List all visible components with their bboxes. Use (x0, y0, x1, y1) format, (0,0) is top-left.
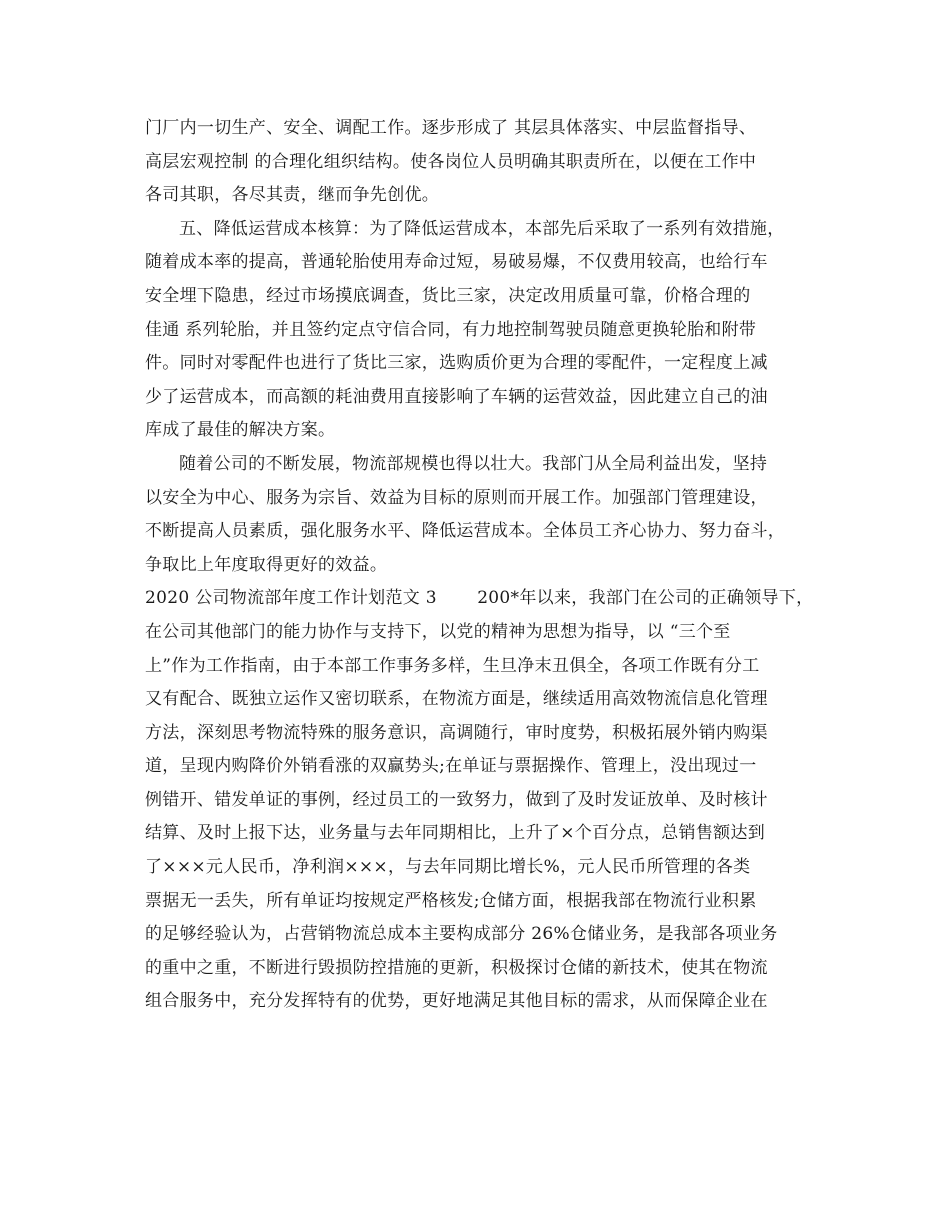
text-line: 的足够经验认为，占营销物流总成本主要构成部分 26%仓储业务，是我部各项业务 (145, 924, 778, 945)
text-line: 在公司其他部门的能力协作与支持下，以党的精神为思想为指导，以 “三个至 (145, 621, 731, 642)
text-line: 佳通 系列轮胎，并且签约定点守信合同，有力地控制驾驶员随意更换轮胎和附带 (145, 319, 757, 340)
text-line: 随着公司的不断发展，物流部规模也得以壮大。我部门从全局利益出发，坚持 (179, 453, 768, 474)
text-line: 少了运营成本，而高额的耗油费用直接影响了车辆的运营效益，因此建立自己的油 (145, 386, 768, 407)
text-line: 件。同时对零配件也进行了货比三家，选购质价更为合理的零配件，一定程度上减 (145, 353, 768, 374)
text-line: 五、降低运营成本核算：为了降低运营成本，本部先后采取了一系列有效措施， (179, 218, 785, 239)
text-line: 库成了最佳的解决方案。 (145, 420, 336, 441)
text-line: 随着成本率的提高，普通轮胎使用寿命过短，易破易爆，不仅费用较高，也给行车 (145, 252, 768, 273)
text-line: 结算、及时上报下达，业务量与去年同期相比，上升了×个百分点，总销售额达到 (145, 823, 766, 844)
text-line: 票据无一丢失，所有单证均按规定严格核发;仓储方面，根据我部在物流行业积累 (145, 890, 757, 911)
text-line: 2020 公司物流部年度工作计划范文 3 200*年以来，我部门在公司的正确领导下， (145, 588, 814, 609)
text-line: 的重中之重，不断进行毁损防控措施的更新，积极探讨仓储的新技术，使其在物流 (145, 957, 768, 978)
text-line: 不断提高人员素质，强化服务水平、降低运营成本。全体员工齐心协力、努力奋斗， (145, 521, 786, 542)
text-line: 上”作为工作指南，由于本部工作事务多样，生旦净末丑俱全，各项工作既有分工 (145, 655, 760, 676)
text-line: 又有配合、既独立运作又密切联系，在物流方面是，继续适用高效物流信息化管理 (145, 689, 768, 710)
text-line: 门厂内一切生产、安全、调配工作。逐步形成了 其层具体落实、中层监督指导、 (145, 118, 757, 138)
text-line: 方法，深刻思考物流特殊的服务意识，高调随行，审时度势，积极拓展外销内购渠 (145, 722, 768, 743)
text-line: 高层宏观控制 的合理化组织结构。使各岗位人员明确其职责所在，以便在工作中 (145, 151, 757, 172)
text-line: 道，呈现内购降价外销看涨的双赢势头;在单证与票据操作、管理上，没出现过一 (145, 756, 757, 777)
document-body (145, 112, 825, 1019)
text-line: 各司其职，各尽其责，继而争先创优。 (145, 185, 440, 206)
text-line: 组合服务中，充分发挥特有的优势，更好地满足其他目标的需求，从而保障企业在 (145, 991, 768, 1012)
text-line: 了×××元人民币，净利润×××，与去年同期比增长%，元人民币所管理的各类 (145, 857, 751, 878)
text-line: 争取比上年度取得更好的效益。 (145, 554, 388, 575)
text-line: 以安全为中心、服务为宗旨、效益为目标的原则而开展工作。加强部门管理建设， (145, 487, 768, 508)
text-line: 例错开、错发单证的事例，经过员工的一致努力，做到了及时发证放单、及时核计 (145, 789, 768, 810)
text-line: 安全埋下隐患，经过市场摸底调查，货比三家，决定改用质量可靠，价格合理的 (145, 285, 751, 306)
